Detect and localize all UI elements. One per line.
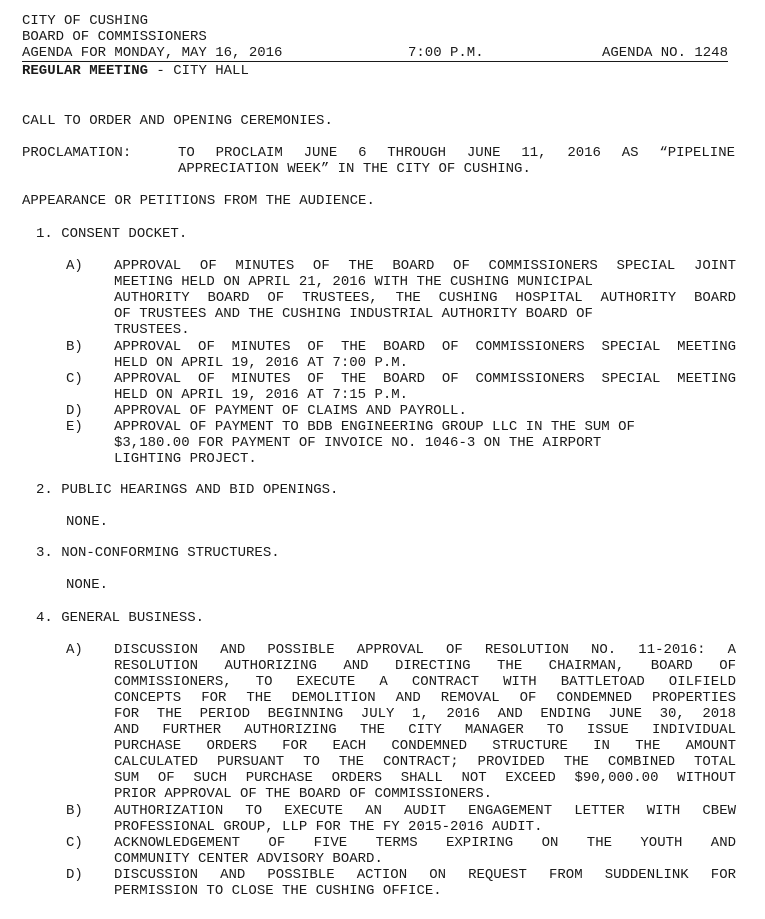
- item-line: AUTHORIZATION TO EXECUTE AN AUDIT ENGAGEMENT LETTER WITH CBEW: [114, 803, 736, 819]
- item-line: COMMUNITY CENTER ADVISORY BOARD.: [114, 851, 383, 867]
- item-label: A): [66, 642, 83, 658]
- item-line: CONCEPTS FOR THE DEMOLITION AND REMOVAL OF CONDEMNED PROPERTIES: [114, 690, 736, 706]
- item-label: D): [66, 403, 83, 419]
- meeting-type: REGULAR MEETING: [22, 63, 149, 79]
- business-item-d: [114, 867, 736, 899]
- item-line: RESOLUTION AUTHORIZING AND DIRECTING THE CHAIRMAN, BOARD OF: [114, 658, 736, 674]
- meeting-location: - CITY HALL: [148, 63, 249, 79]
- item-line: OF TRUSTEES AND THE CUSHING INDUSTRIAL AUTHORITY BOARD OF: [114, 306, 593, 322]
- meeting-time: 7:00 P.M.: [408, 45, 484, 61]
- item-line: HELD ON APRIL 19, 2016 AT 7:15 P.M.: [114, 387, 409, 403]
- item-line: APPROVAL OF MINUTES OF THE BOARD OF COMMISSIONERS SPECIAL MEETING: [114, 371, 736, 387]
- consent-item-c: [114, 371, 736, 403]
- item-line: DISCUSSION AND POSSIBLE APPROVAL OF RESOLUTION NO. 11-2016: A: [114, 642, 736, 658]
- call-to-order: CALL TO ORDER AND OPENING CEREMONIES.: [22, 113, 333, 129]
- item-label: C): [66, 371, 83, 387]
- item-line: PRIOR APPROVAL OF THE BOARD OF COMMISSIONERS.: [114, 786, 493, 802]
- item-label: B): [66, 339, 83, 355]
- business-item-a: [114, 642, 736, 802]
- item-line: AUTHORITY BOARD OF TRUSTEES, THE CUSHING HOSPITAL AUTHORITY BOARD: [114, 290, 736, 306]
- appearance-petitions: APPEARANCE OR PETITIONS FROM THE AUDIENCE.: [22, 193, 375, 209]
- business-item-b: [114, 803, 736, 835]
- agenda-date: AGENDA FOR MONDAY, MAY 16, 2016: [22, 45, 283, 61]
- item-line: APPROVAL OF MINUTES OF THE BOARD OF COMMISSIONERS SPECIAL JOINT: [114, 258, 736, 274]
- section-non-conforming: 3. NON-CONFORMING STRUCTURES.: [36, 545, 280, 561]
- section-general-business: 4. GENERAL BUSINESS.: [36, 610, 205, 626]
- proclamation-line: TO PROCLAIM JUNE 6 THROUGH JUNE 11, 2016 AS “PIPELINE: [178, 145, 735, 161]
- proclamation-text: [178, 145, 735, 177]
- city-name: CITY OF CUSHING: [22, 13, 149, 29]
- section-public-hearings: 2. PUBLIC HEARINGS AND BID OPENINGS.: [36, 482, 339, 498]
- agenda-date-row: [22, 45, 728, 62]
- consent-item-e: [114, 419, 736, 467]
- consent-item-a: [114, 258, 736, 338]
- item-line: APPROVAL OF MINUTES OF THE BOARD OF COMMISSIONERS SPECIAL MEETING: [114, 339, 736, 355]
- proclamation-label: PROCLAMATION:: [22, 145, 132, 161]
- item-line: MEETING HELD ON APRIL 21, 2016 WITH THE CUSHING MUNICIPAL: [114, 274, 593, 290]
- proclamation-line: APPRECIATION WEEK” IN THE CITY OF CUSHING.: [178, 161, 531, 177]
- item-line: $3,180.00 FOR PAYMENT OF INVOICE NO. 1046-3 ON THE AIRPORT: [114, 435, 602, 451]
- item-line: HELD ON APRIL 19, 2016 AT 7:00 P.M.: [114, 355, 409, 371]
- item-label: E): [66, 419, 83, 435]
- item-line: LIGHTING PROJECT.: [114, 451, 257, 467]
- item-line: FOR THE PERIOD BEGINNING JULY 1, 2016 AND ENDING JUNE 30, 2018: [114, 706, 736, 722]
- item-line: COMMISSIONERS, TO EXECUTE A CONTRACT WITH BATTLETOAD OILFIELD: [114, 674, 736, 690]
- item-line: SUM OF SUCH PURCHASE ORDERS SHALL NOT EXCEED $90,000.00 WITHOUT: [114, 770, 736, 786]
- consent-item-b: [114, 339, 736, 371]
- agenda-number: AGENDA NO. 1248: [601, 45, 728, 61]
- item-label: C): [66, 835, 83, 851]
- item-line: PURCHASE ORDERS FOR EACH CONDEMNED STRUCTURE IN THE AMOUNT: [114, 738, 736, 754]
- item-label: A): [66, 258, 83, 274]
- item-line: TRUSTEES.: [114, 322, 190, 338]
- business-item-c: [114, 835, 736, 867]
- item-line: APPROVAL OF PAYMENT TO BDB ENGINEERING GROUP LLC IN THE SUM OF: [114, 419, 635, 435]
- item-line: ACKNOWLEDGEMENT OF FIVE TERMS EXPIRING ON THE YOUTH AND: [114, 835, 736, 851]
- section-body-none: NONE.: [66, 577, 109, 593]
- board-name: BOARD OF COMMISSIONERS: [22, 29, 207, 45]
- item-line: PERMISSION TO CLOSE THE CUSHING OFFICE.: [114, 883, 442, 899]
- item-label: B): [66, 803, 83, 819]
- item-line: DISCUSSION AND POSSIBLE ACTION ON REQUEST FROM SUDDENLINK FOR: [114, 867, 736, 883]
- item-line: AND FURTHER AUTHORIZING THE CITY MANAGER TO ISSUE INDIVIDUAL: [114, 722, 736, 738]
- section-body-none: NONE.: [66, 514, 109, 530]
- consent-item-d: [114, 403, 736, 419]
- meeting-title: [22, 63, 732, 79]
- item-line: PROFESSIONAL GROUP, LLP FOR THE FY 2015-2016 AUDIT.: [114, 819, 543, 835]
- section-consent-docket: 1. CONSENT DOCKET.: [36, 226, 188, 242]
- item-line: APPROVAL OF PAYMENT OF CLAIMS AND PAYROLL.: [114, 403, 467, 419]
- item-line: CALCULATED PURSUANT TO THE CONTRACT; PROVIDED THE COMBINED TOTAL: [114, 754, 736, 770]
- item-label: D): [66, 867, 83, 883]
